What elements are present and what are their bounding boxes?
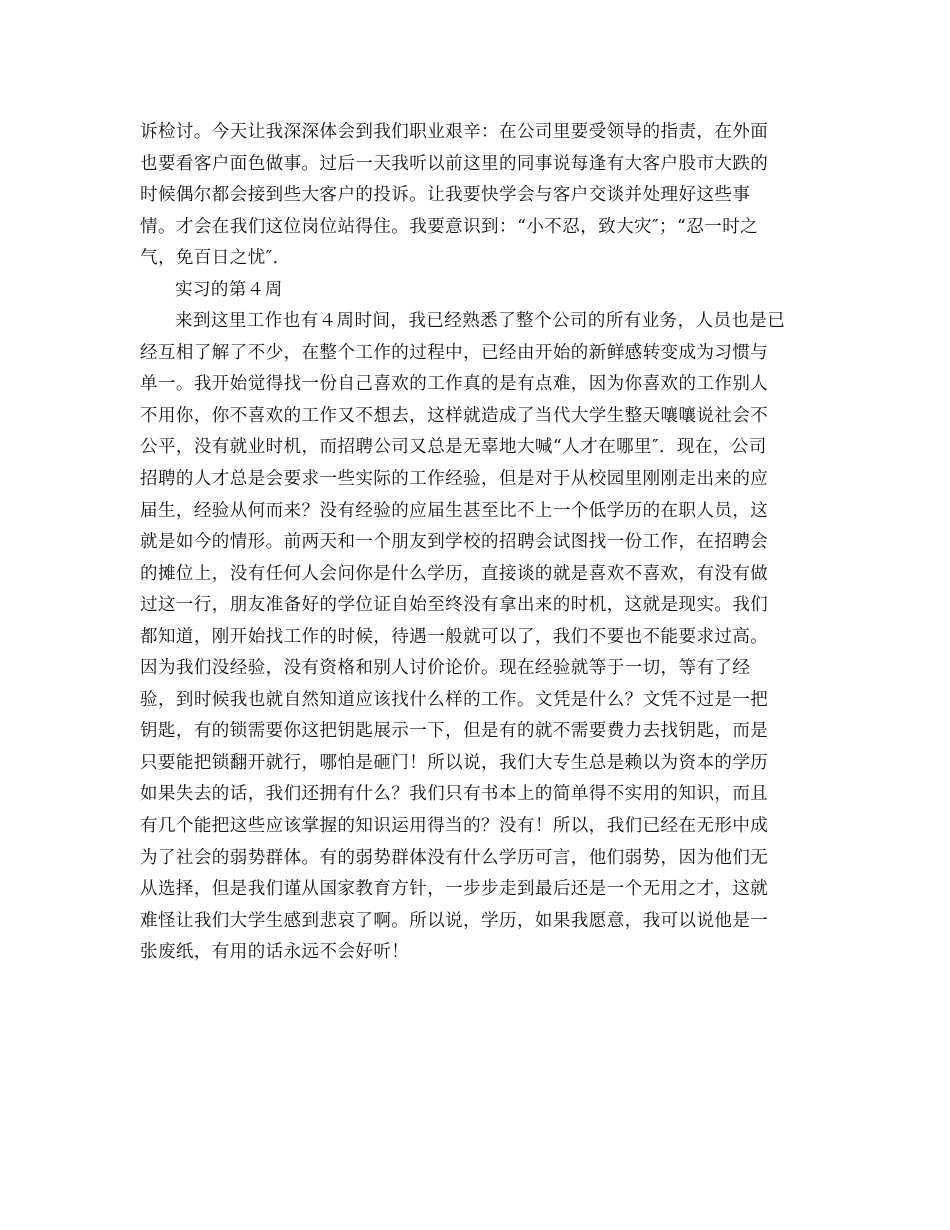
text-line: 不用你，你不喜欢的工作又不想去，这样就造成了当代大学生整天嚷嚷说社会不 — [140, 405, 769, 426]
text-line: 诉检讨。今天让我深深体会到我们职业艰辛：在公司里要受领导的指责，在外面 — [140, 122, 769, 142]
text-line: 招聘的人才总是会要求一些实际的工作经验，但是对于从校园里刚刚走出来的应 — [140, 469, 769, 490]
text-line: 难怪让我们大学生感到悲哀了啊。所以说，学历，如果我愿意，我可以说他是一 — [140, 910, 769, 931]
text-line: 单一。我开始觉得找一份自己喜欢的工作真的是有点难，因为你喜欢的工作别人 — [140, 374, 769, 395]
text-line: 时候偶尔都会接到些大客户的投诉。让我要快学会与客户交谈并处理好这些事 — [140, 185, 751, 206]
text-line: 验，到时候我也就自然知道应该找什么样的工作。文凭是什么？文凭不过是一把 — [140, 689, 769, 710]
text-line: 从选择，但是我们谨从国家教育方针，一步步走到最后还是一个无用之才，这就 — [140, 879, 769, 900]
text-line: 经互相了解了不少，在整个工作的过程中，已经由开始的新鲜感转变成为习惯与 — [140, 342, 769, 363]
text-line: 届生，经验从何而来？没有经验的应届生甚至比不上一个低学历的在职人员，这 — [140, 500, 769, 521]
text-line: 都知道，刚开始找工作的时候，待遇一般就可以了，我们不要也不能要求过高。 — [140, 626, 769, 647]
text-line: 情。才会在我们这位岗位站得住。我要意识到：“小不忍，致大灾″；“忍一时之 — [140, 216, 759, 237]
section-heading: 实习的第４周 — [175, 279, 283, 300]
text-line: 也要看客户面色做事。过后一天我听以前这里的同事说每逢有大客户股市大跌的 — [140, 153, 769, 174]
text-line: 因为我们没经验，没有资格和别人讨价论价。现在经验就等于一切，等有了经 — [140, 658, 751, 679]
text-line: 气，免百日之忧″． — [140, 248, 291, 269]
text-line: 钥匙，有的锁需要你这把钥匙展示一下，但是有的就不需要费力去找钥匙，而是 — [140, 721, 769, 742]
text-line: 的摊位上，没有任何人会问你是什么学历，直接谈的就是喜欢不喜欢，有没有做 — [140, 563, 769, 584]
text-line: 就是如今的情形。前两天和一个朋友到学校的招聘会试图找一份工作，在招聘会 — [140, 532, 769, 553]
paragraph-first-line: 来到这里工作也有４周时间，我已经熟悉了整个公司的所有业务，人员也是已 — [175, 311, 786, 332]
text-line: 只要能把锁翻开就行，哪怕是砸门！所以说，我们大专生总是赖以为资本的学历 — [140, 752, 769, 773]
text-line: 过这一行，朋友准备好的学位证自始至终没有拿出来的时机，这就是现实。我们 — [140, 595, 769, 616]
document-body — [140, 117, 830, 969]
text-line: 张废纸，有用的话永远不会好听！ — [140, 942, 410, 963]
text-line: 如果失去的话，我们还拥有什么？我们只有书本上的简单得不实用的知识，而且 — [140, 784, 769, 805]
text-line: 有几个能把这些应该掌握的知识运用得当的？没有！所以，我们已经在无形中成 — [140, 816, 769, 837]
text-line: 公平，没有就业时机，而招聘公司又总是无辜地大喊“人才在哪里″．现在，公司 — [140, 437, 767, 458]
text-line: 为了社会的弱势群体。有的弱势群体没有什么学历可言，他们弱势，因为他们无 — [140, 847, 769, 868]
